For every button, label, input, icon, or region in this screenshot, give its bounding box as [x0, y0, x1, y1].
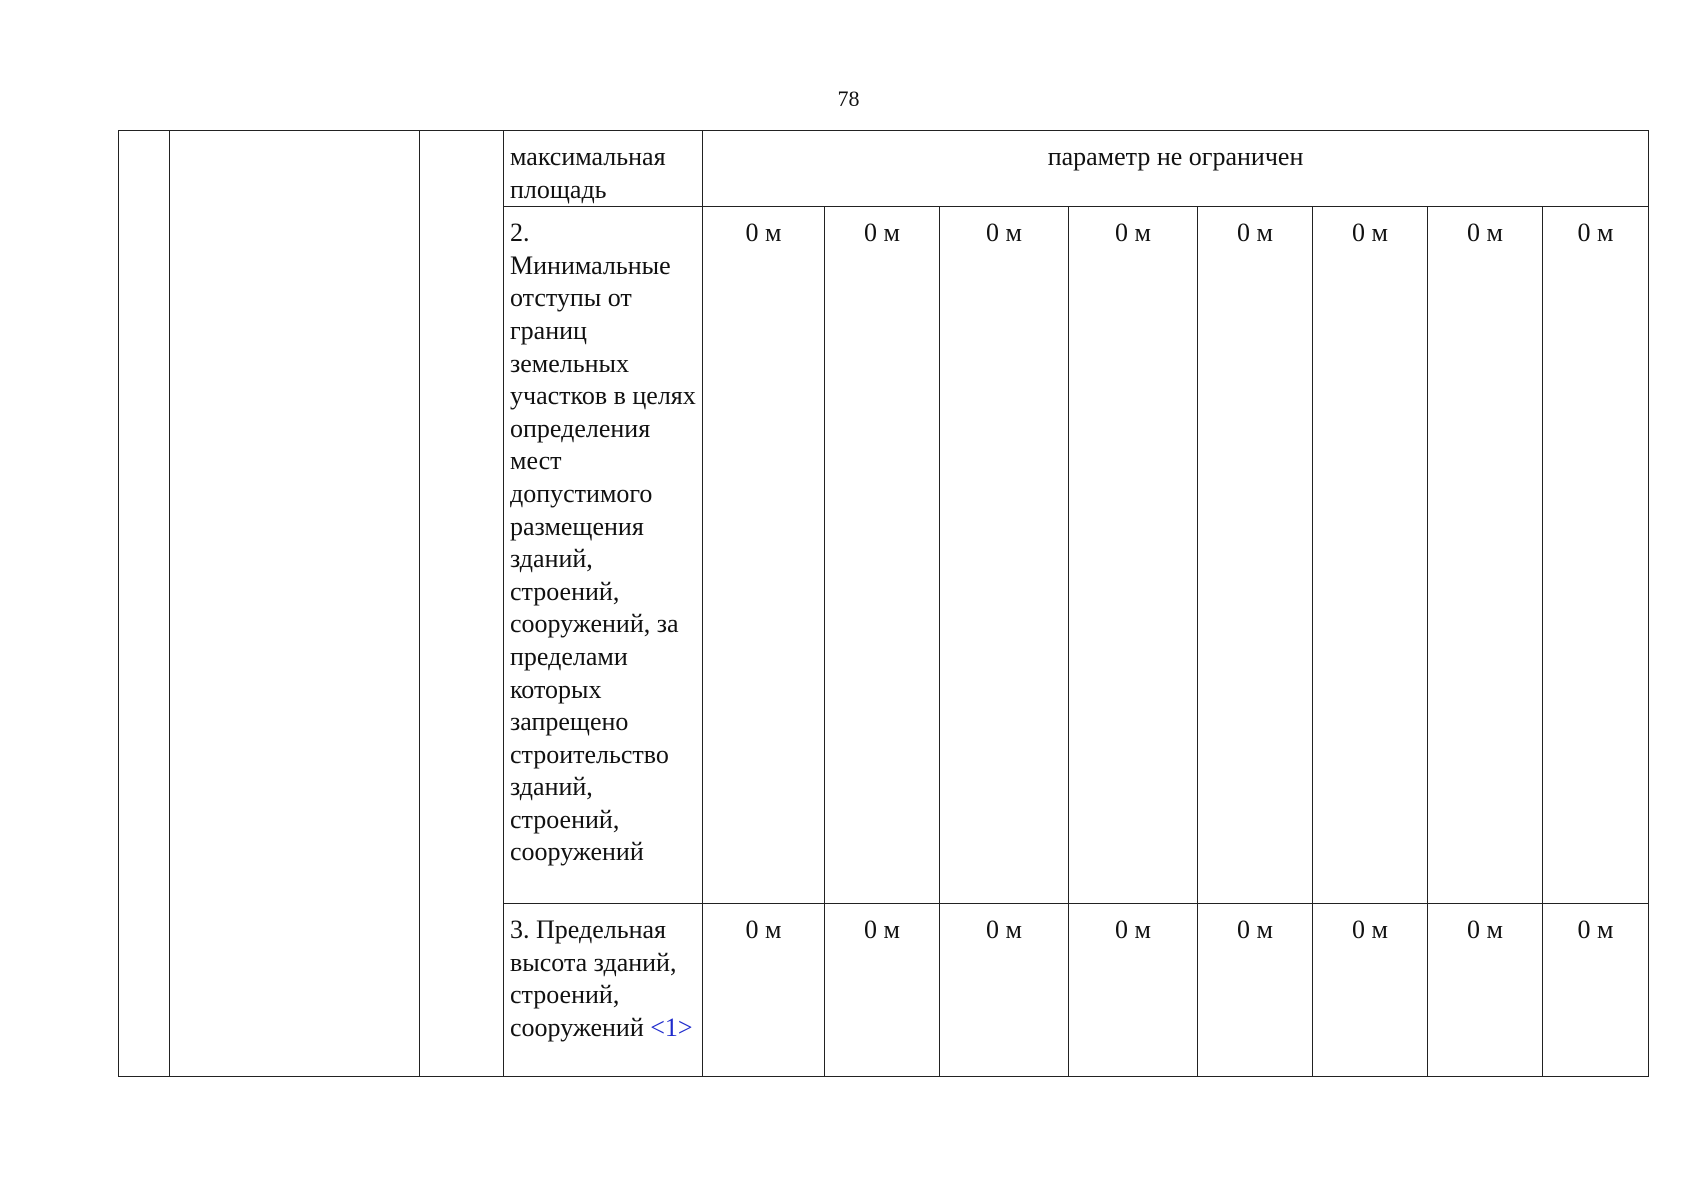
- value-cell: 0 м: [1069, 904, 1198, 1077]
- param-cell: [504, 904, 703, 1077]
- value-cell: 0 м: [940, 904, 1069, 1077]
- param-text: 3. Предельная высота зданий, строений, сооружений: [510, 915, 677, 1042]
- value-cell: 0 м: [825, 904, 940, 1077]
- page-number: 78: [837, 86, 860, 111]
- value-cell: 0 м: [825, 207, 940, 904]
- value-cell: 0 м: [1313, 904, 1428, 1077]
- regulations-table: [118, 130, 1649, 1077]
- value-cell: 0 м: [703, 904, 825, 1077]
- value-cell: 0 м: [1313, 207, 1428, 904]
- value-cell: 0 м: [1198, 207, 1313, 904]
- value-cell: 0 м: [1543, 904, 1649, 1077]
- param-cell: максимальная площадь: [504, 131, 703, 207]
- empty-cell-col2: [170, 131, 420, 1077]
- value-cell: 0 м: [940, 207, 1069, 904]
- value-cell: 0 м: [1069, 207, 1198, 904]
- value-cell: 0 м: [1198, 904, 1313, 1077]
- value-cell: 0 м: [1428, 904, 1543, 1077]
- empty-cell-col3: [420, 131, 504, 1077]
- merged-value-cell: параметр не ограничен: [703, 131, 1649, 207]
- value-cell: 0 м: [1428, 207, 1543, 904]
- empty-cell-col1: [119, 131, 170, 1077]
- value-cell: 0 м: [703, 207, 825, 904]
- footnote-link[interactable]: <1>: [650, 1012, 693, 1042]
- value-cell: 0 м: [1543, 207, 1649, 904]
- param-cell: 2. Минимальные отступы от границ земельных участков в целях определения мест допустимого размещения зданий, строений, сооружений, за пределами которых запрещено строительство зданий, строений, сооружений: [504, 207, 703, 904]
- table-row: [119, 131, 1649, 207]
